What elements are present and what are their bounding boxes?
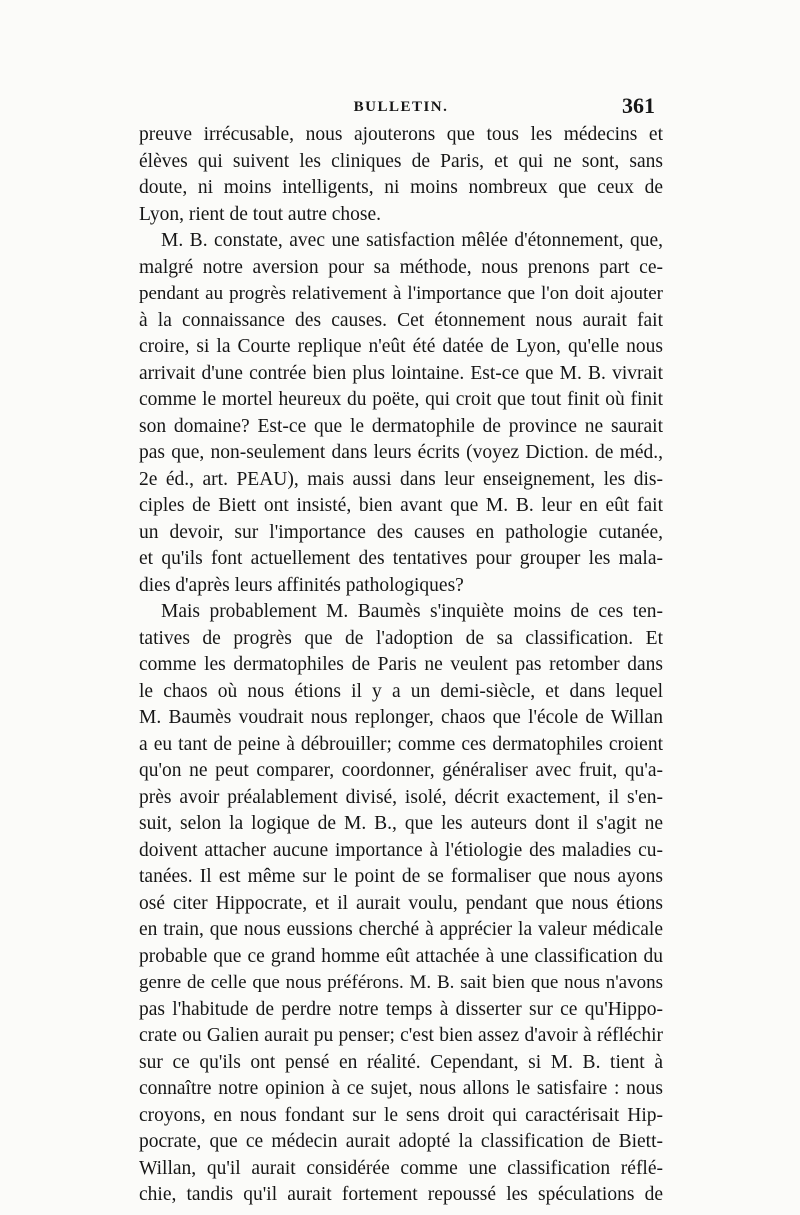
text-line: pocrate, que ce médecin aurait adopté la classification de Biett- — [139, 1131, 663, 1152]
text-line: doute, ni moins intelligents, ni moins nombreux que ceux de — [139, 177, 663, 198]
text-line: Lyon, rient de tout autre chose. — [139, 203, 382, 225]
text-line: connaître notre opinion à ce sujet, nous allons le satisfaire : nous — [139, 1078, 663, 1099]
text-line: pendant au progrès relativement à l'importance que l'on doit ajouter — [139, 283, 663, 304]
text-line: crate ou Galien aurait pu penser; c'est bien assez d'avoir à réfléchir — [139, 1025, 663, 1046]
text-line: croyons, en nous fondant sur le sens droit qui caractérisait Hip- — [139, 1104, 663, 1126]
text-line: qu'on ne peut comparer, coordonner, généraliser avec fruit, qu'a- — [139, 760, 663, 781]
text-line: comme les dermatophiles de Paris ne veulent pas retomber dans — [139, 654, 663, 675]
page-header — [139, 93, 663, 123]
text-line: chie, tandis qu'il aurait fortement repoussé les spéculations de — [139, 1184, 663, 1205]
text-line: Mais probablement M. Baumès s'inquiète moins de ces ten- — [161, 601, 663, 622]
text-line: sur ce qu'ils ont pensé en réalité. Cependant, si M. B. tient à — [139, 1051, 663, 1073]
text-line: tatives de progrès que de l'adoption de sa classification. Et — [139, 627, 663, 649]
text-line: probable que ce grand homme eût attachée à une classification du — [139, 945, 663, 967]
text-line: preuve irrécusable, nous ajouterons que tous les médecins et — [139, 124, 663, 145]
text-line: osé citer Hippocrate, et il aurait voulu, pendant que nous étions — [139, 892, 663, 914]
page-number: 361 — [622, 93, 655, 118]
text-line: son domaine? Est-ce que le dermatophile de province ne saurait — [139, 415, 663, 437]
text-line: à la connaissance des causes. Cet étonnement nous aurait fait — [139, 309, 663, 331]
text-line: pas que, non-seulement dans leurs écrits (voyez Diction. de méd., — [139, 442, 663, 463]
text-line: et qu'ils font actuellement des tentatives pour grouper les mala- — [139, 548, 663, 569]
text-line: en train, que nous eussions cherché à apprécier la valeur médicale — [139, 919, 663, 940]
text-line: élèves qui suivent les cliniques de Paris, et qui ne sont, sans — [139, 150, 663, 172]
text-line: doivent attacher aucune importance à l'étiologie des maladies cu- — [139, 839, 663, 861]
text-line: croire, si la Courte replique n'eût été datée de Lyon, qu'elle nous — [139, 336, 663, 357]
text-line: M. B. constate, avec une satisfaction mêlée d'étonnement, que, — [161, 230, 663, 251]
text-line: dies d'après leurs affinités pathologiques? — [139, 574, 464, 596]
text-line: pas l'habitude de perdre notre temps à disserter sur ce qu'Hippo- — [139, 998, 663, 1020]
running-head: BULLETIN. — [353, 99, 449, 115]
text-line: ciples de Biett ont insisté, bien avant que M. B. leur en eût fait — [139, 495, 663, 516]
text-line: près avoir préalablement divisé, isolé, décrit exactement, il s'en- — [139, 786, 663, 808]
text-line: tanées. Il est même sur le point de se formaliser que nous ayons — [139, 866, 663, 887]
text-line: le chaos où nous étions il y a un demi-siècle, et dans lequel — [139, 680, 663, 702]
text-line: comme le mortel heureux du poëte, qui croit que tout finit où finit — [139, 389, 663, 410]
text-line: a eu tant de peine à débrouiller; comme ces dermatophiles croient — [139, 733, 663, 755]
text-line: un devoir, sur l'importance des causes en pathologie cutanée, — [139, 521, 663, 543]
text-line: suit, selon la logique de M. B., que les auteurs dont il s'agit ne — [139, 813, 663, 834]
body-text — [139, 122, 663, 1209]
text-line: 2e éd., art. PEAU), mais aussi dans leur enseignement, les dis- — [139, 468, 663, 490]
text-line: M. Baumès voudrait nous replonger, chaos que l'école de Willan — [139, 707, 663, 728]
text-line: Willan, qu'il aurait considérée comme une classification réflé- — [139, 1157, 663, 1179]
text-line: malgré notre aversion pour sa méthode, nous prenons part ce- — [139, 256, 663, 278]
text-line: genre de celle que nous préférons. M. B. sait bien que nous n'avons — [139, 972, 663, 993]
text-line: arrivait d'une contrée bien plus lointaine. Est-ce que M. B. vivrait — [139, 362, 663, 384]
